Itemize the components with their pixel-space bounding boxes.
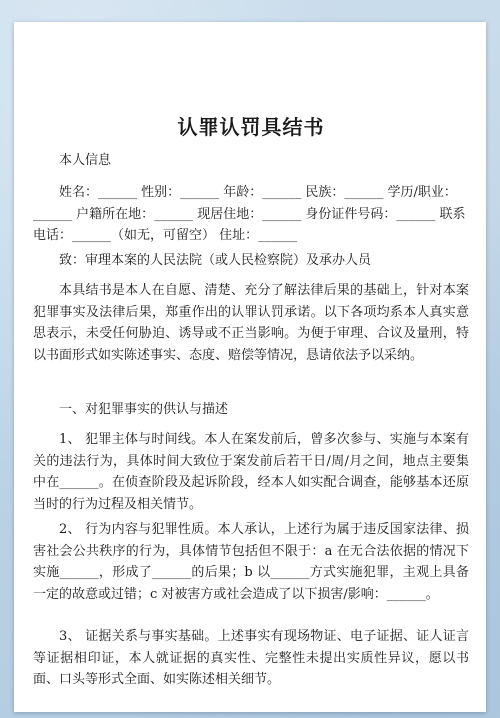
addressee-line: 致：审理本案的人民法院（或人民检察院）及承办人员	[59, 253, 372, 268]
item-3-paragraph: 3、 证据关系与事实基础。上述事实有现场物证、电子证据、证人证言等证据相印证，本人就证据的真实性、完整性未提出实质性异议，愿以书面、口头等形式全面、如实陈述相关细节。	[33, 629, 469, 687]
document-title: 认罪认罚具结书	[177, 115, 325, 139]
document-paper	[14, 22, 486, 712]
item-1-paragraph: 1、 犯罪主体与时间线。本人在案发前后，曾多次参与、实施与本案有关的违法行为，具体时间大致位于案发前后若干日/周/月之间，地点主要集中在______。在侦查阶段及起诉阶段，经本人如实配合调查，能够基本还原当时的行为过程及相关情节。	[33, 432, 469, 512]
section-personal-info: 本人信息	[59, 153, 112, 168]
personal-info-fields: 姓名：______ 性别：______ 年龄：______ 民族：______ 学历/职业：______ 户籍所在地：______ 现居住地：______ 身份证件号码：______ 联系电话：______（如无，可留空） 住址：______	[33, 185, 466, 243]
intro-paragraph: 本具结书是本人在自愿、清楚、充分了解法律后果的基础上，针对本案犯罪事实及法律后果，郑重作出的认罪认罚承诺。以下各项均系本人真实意思表示，未受任何胁迫、诱导或不正当影响。为便于审理、合议及量刑，特以书面形式如实陈述事实、态度、赔偿等情况，恳请依法予以采纳。	[33, 283, 469, 363]
heading-fact-confession: 一、对犯罪事实的供认与描述	[59, 402, 229, 417]
item-2-paragraph: 2、 行为内容与犯罪性质。本人承认，上述行为属于违反国家法律、损害社会公共秩序的行为，具体情节包括但不限于：a 在无合法依据的情况下实施______，形成了______的后果；b 以______方式实施犯罪，主观上具备一定的故意或过错；c 对被害方或社会造成了以下损害/影响：______。	[33, 522, 469, 602]
